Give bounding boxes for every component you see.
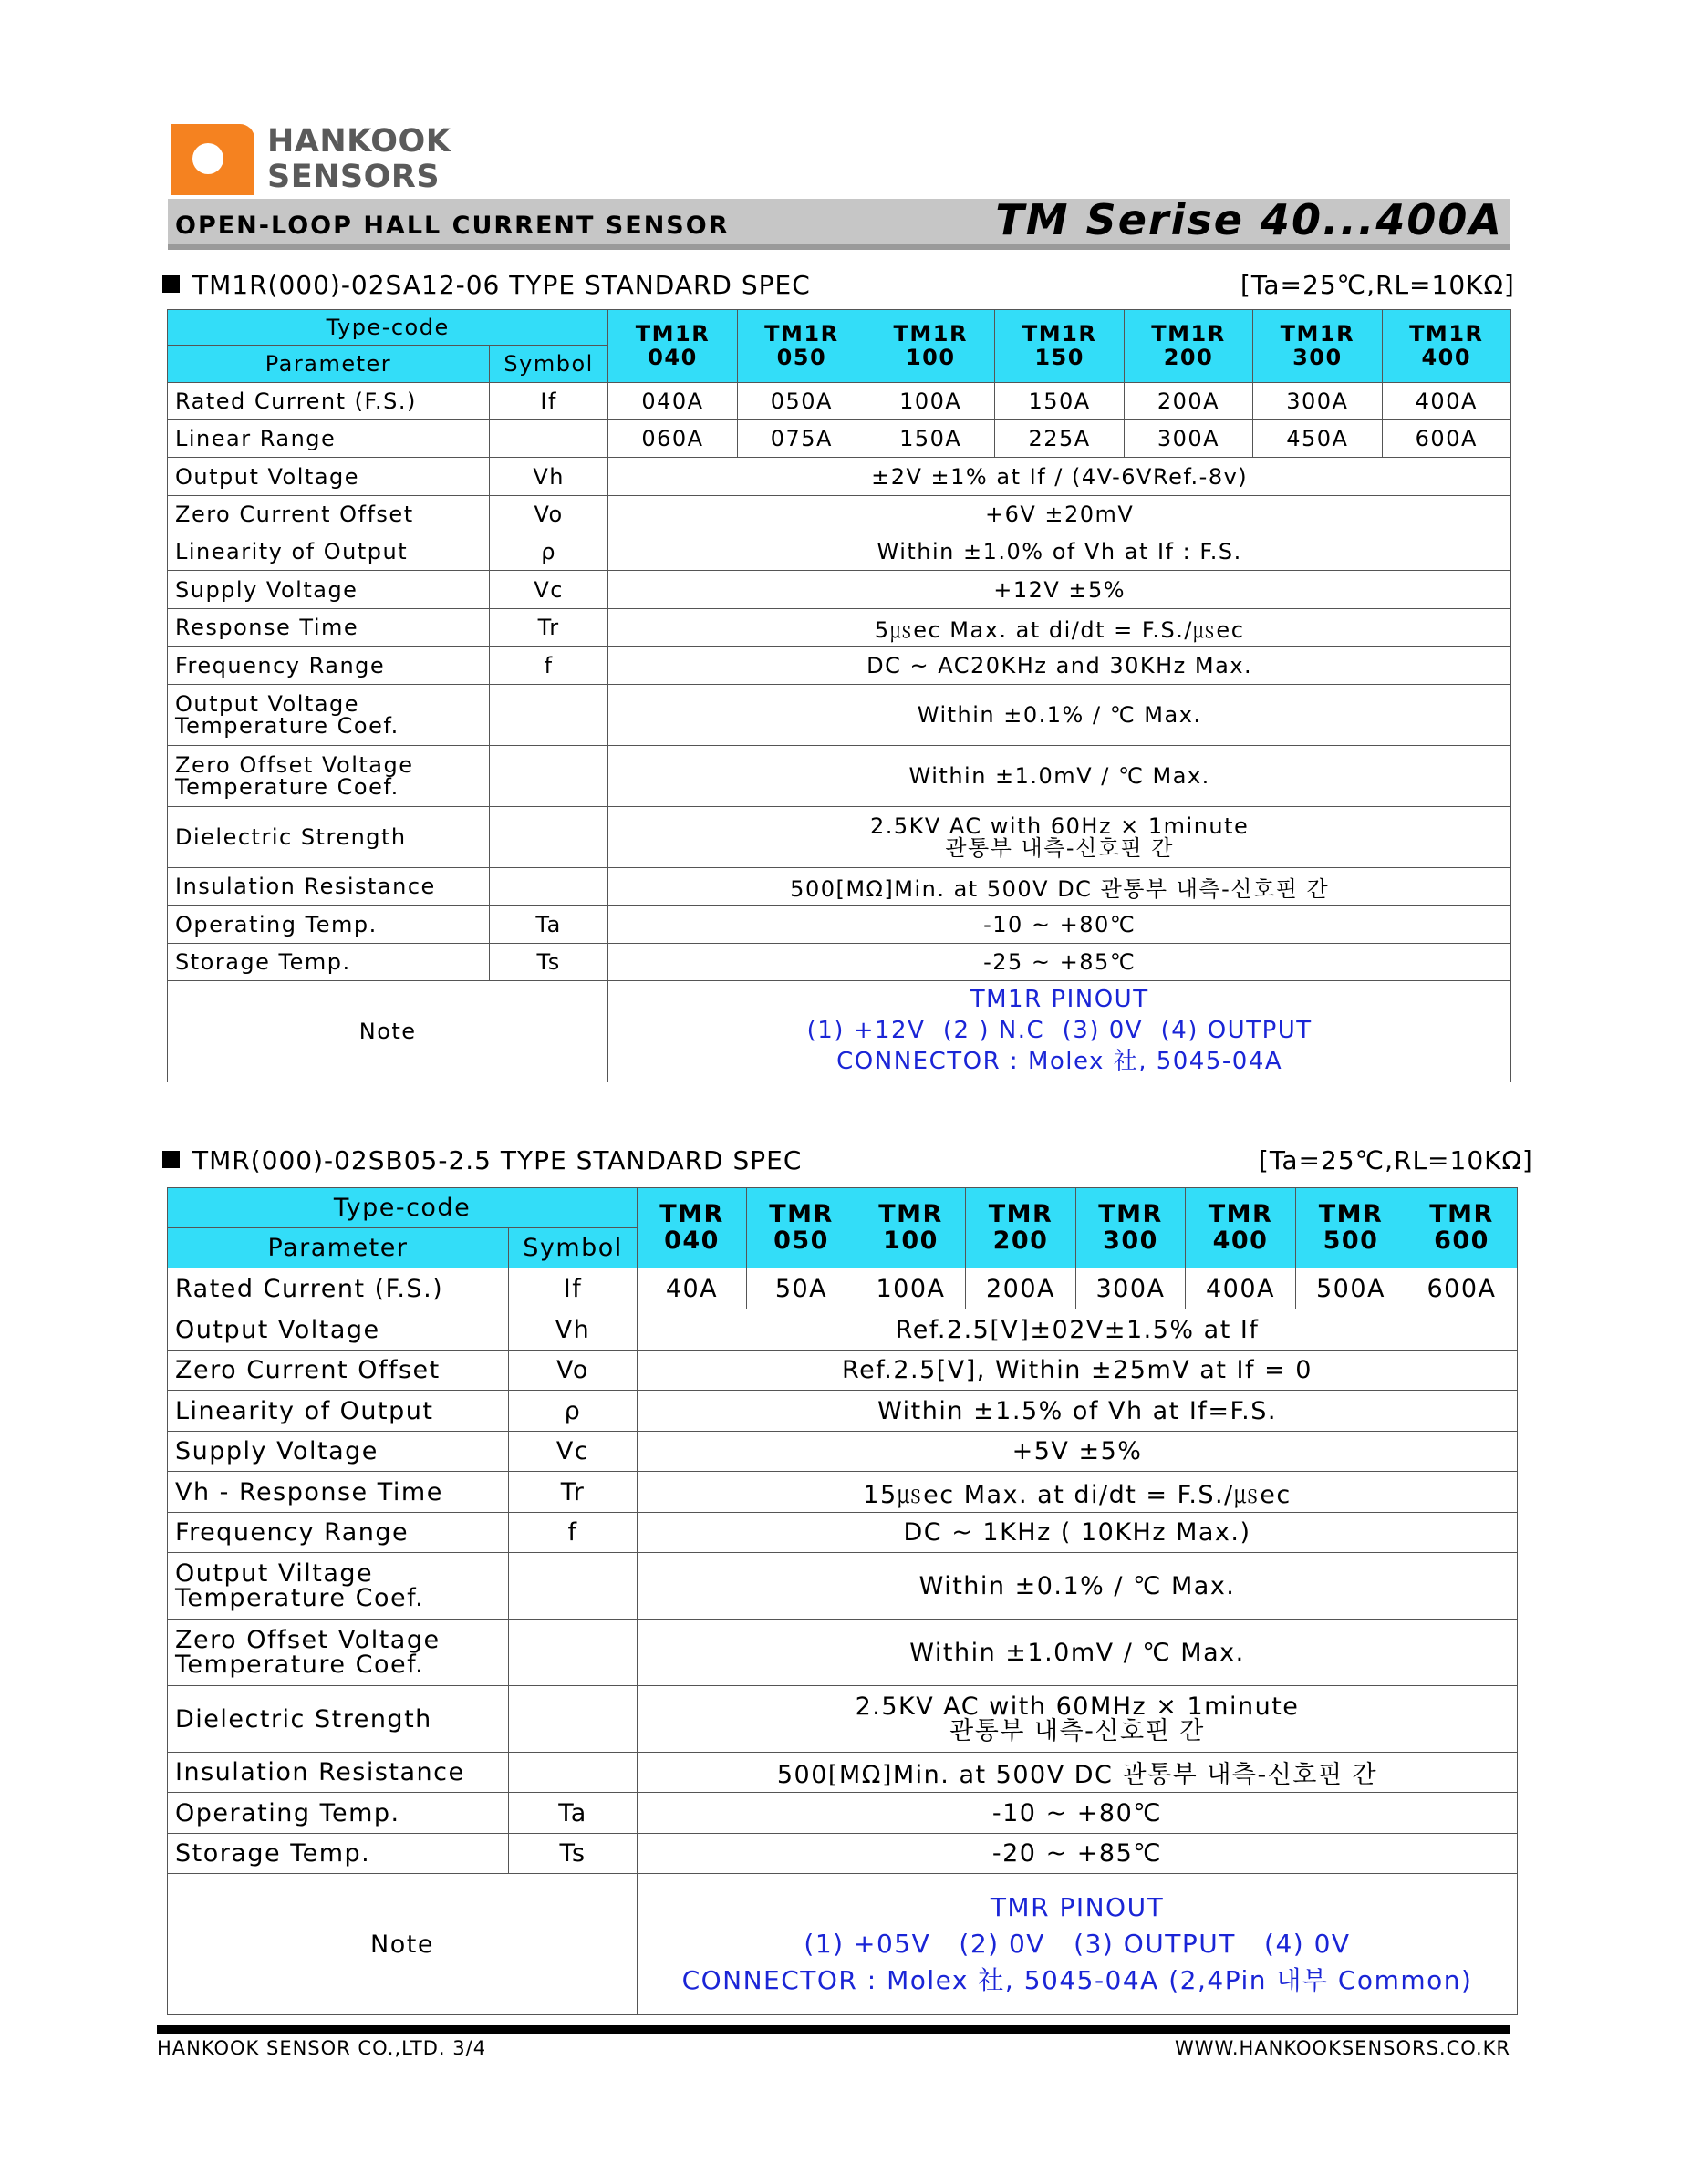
value-cell: Within ±1.0mV / ℃ Max.	[608, 746, 1511, 807]
table-row	[168, 1268, 1518, 1309]
value-cell: 2.5KV AC with 60Hz × 1minute 관통부 내측-신호핀 간	[608, 807, 1511, 868]
note-label: Note	[168, 981, 608, 1082]
bullet-square-icon	[162, 275, 180, 293]
value-cell: 600A	[1406, 1268, 1518, 1309]
param-cell: Zero Current Offset	[168, 1351, 509, 1391]
table-row	[168, 746, 1511, 807]
note-row	[168, 981, 1511, 1082]
value-cell: 50A	[747, 1268, 856, 1309]
bullet-square-icon	[162, 1151, 180, 1168]
value-cell: 225A	[995, 420, 1124, 458]
table-row	[168, 420, 1511, 458]
model-header: TM1R 040	[608, 310, 737, 383]
symbol-cell: ρ	[509, 1391, 638, 1432]
model-header: TMR 600	[1406, 1188, 1518, 1268]
param-cell: Rated Current (F.S.)	[168, 1268, 509, 1309]
param-cell: Zero Offset Voltage Temperature Coef.	[168, 746, 490, 807]
value-cell: 300A	[1076, 1268, 1186, 1309]
symbol-cell: Ts	[509, 1834, 638, 1874]
table-row	[168, 1432, 1518, 1472]
header-bar	[168, 195, 1510, 250]
param-cell: Operating Temp.	[168, 1793, 509, 1834]
table-row	[168, 1793, 1518, 1834]
table-row	[168, 609, 1511, 647]
value-cell: Ref.2.5[V]±02V±1.5% at If	[638, 1309, 1518, 1351]
value-cell: 100A	[866, 383, 995, 420]
value-cell: -10 ~ +80℃	[638, 1793, 1518, 1834]
table-row	[168, 807, 1511, 868]
value-cell: Ref.2.5[V], Within ±25mV at If = 0	[638, 1351, 1518, 1391]
type-code-label: Type-code	[168, 310, 608, 346]
type-code-label: Type-code	[168, 1188, 638, 1228]
footer-website: WWW.HANKOOKSENSORS.CO.KR	[1174, 2037, 1510, 2059]
param-cell: Insulation Resistance	[168, 868, 490, 906]
value-cell: Within ±1.5% of Vh at If=F.S.	[638, 1391, 1518, 1432]
symbol-cell: Vh	[509, 1309, 638, 1351]
value-cell: 075A	[737, 420, 866, 458]
param-cell: Storage Temp.	[168, 944, 490, 981]
note-content	[608, 981, 1511, 1082]
parameter-label: Parameter	[168, 346, 490, 383]
logo-text	[267, 124, 451, 195]
header-subtitle: OPEN-LOOP HALL CURRENT SENSOR	[175, 212, 730, 240]
param-cell: Supply Voltage	[168, 1432, 509, 1472]
model-header: TMR 050	[747, 1188, 856, 1268]
parameter-label: Parameter	[168, 1228, 509, 1268]
value-cell: 200A	[966, 1268, 1076, 1309]
value-cell: 450A	[1253, 420, 1382, 458]
value-cell: 15㎲ec Max. at di/dt = F.S./㎲ec	[638, 1472, 1518, 1513]
symbol-cell	[489, 420, 607, 458]
symbol-cell: Ta	[489, 906, 607, 944]
symbol-cell	[489, 868, 607, 906]
param-cell: Frequency Range	[168, 1513, 509, 1553]
table-row	[168, 1309, 1518, 1351]
param-cell: Linear Range	[168, 420, 490, 458]
symbol-cell: If	[509, 1268, 638, 1309]
symbol-cell	[509, 1753, 638, 1793]
value-cell: 500A	[1296, 1268, 1406, 1309]
param-cell: Rated Current (F.S.)	[168, 383, 490, 420]
param-cell: Operating Temp.	[168, 906, 490, 944]
symbol-cell	[509, 1620, 638, 1686]
table-row	[168, 496, 1511, 533]
value-cell: Within ±1.0% of Vh at If : F.S.	[608, 533, 1511, 571]
table-row	[168, 1391, 1518, 1432]
value-cell: Within ±0.1% / ℃ Max.	[638, 1553, 1518, 1620]
note-line-3: CONNECTOR : Molex 社, 5045-04A	[836, 1047, 1283, 1075]
param-cell: Insulation Resistance	[168, 1753, 509, 1793]
table-row	[168, 1834, 1518, 1874]
param-cell: Linearity of Output	[168, 533, 490, 571]
param-cell: Zero Offset Voltage Temperature Coef.	[168, 1620, 509, 1686]
value-cell: 400A	[1186, 1268, 1296, 1309]
symbol-cell: Vh	[489, 458, 607, 496]
value-cell: 600A	[1382, 420, 1510, 458]
param-cell: Output Voltage Temperature Coef.	[168, 685, 490, 746]
value-cell: 060A	[608, 420, 737, 458]
table-row	[168, 906, 1511, 944]
symbol-cell: Vc	[489, 571, 607, 609]
table-row	[168, 1620, 1518, 1686]
value-cell: 300A	[1253, 383, 1382, 420]
value-cell: ±2V ±1% at If / (4V-6VRef.-8v)	[608, 458, 1511, 496]
header-title: TM Serise 40...400A	[995, 195, 1503, 244]
symbol-cell: Vc	[509, 1432, 638, 1472]
symbol-cell: f	[509, 1513, 638, 1553]
section1-title-wrap	[162, 270, 811, 300]
spec-table-tm1r	[167, 309, 1511, 1082]
value-cell: 400A	[1382, 383, 1510, 420]
value-cell: 200A	[1124, 383, 1252, 420]
param-cell: Vh - Response Time	[168, 1472, 509, 1513]
section1-condition: [Ta=25℃,RL=10KΩ]	[1240, 270, 1515, 300]
note-content	[638, 1874, 1518, 2015]
value-cell: -10 ~ +80℃	[608, 906, 1511, 944]
table-row	[168, 533, 1511, 571]
param-cell: Dielectric Strength	[168, 807, 490, 868]
model-header: TM1R 400	[1382, 310, 1510, 383]
value-cell: +5V ±5%	[638, 1432, 1518, 1472]
note-row	[168, 1874, 1518, 2015]
value-cell: 2.5KV AC with 60MHz × 1minute 관통부 내측-신호핀 간	[638, 1686, 1518, 1753]
model-header: TMR 300	[1076, 1188, 1186, 1268]
footer-company: HANKOOK SENSOR CO.,LTD. 3/4	[157, 2037, 487, 2059]
value-cell: 100A	[856, 1268, 966, 1309]
table-row	[168, 1351, 1518, 1391]
note-line-1: TM1R PINOUT	[970, 986, 1149, 1014]
value-cell: 40A	[638, 1268, 747, 1309]
symbol-cell: Tr	[489, 609, 607, 647]
param-cell: Zero Current Offset	[168, 496, 490, 533]
table-row	[168, 944, 1511, 981]
note-line-2: (1) +05V (2) 0V (3) OUTPUT (4) 0V	[804, 1929, 1351, 1960]
note-line-2: (1) +12V (2 ) N.C (3) 0V (4) OUTPUT	[806, 1017, 1313, 1045]
value-cell: 150A	[995, 383, 1124, 420]
symbol-cell: If	[489, 383, 607, 420]
note-line-3: CONNECTOR : Molex 社, 5045-04A (2,4Pin 내부 Common)	[681, 1964, 1473, 1995]
symbol-cell	[489, 807, 607, 868]
table-row	[168, 1472, 1518, 1513]
symbol-label: Symbol	[509, 1228, 638, 1268]
table-row	[168, 458, 1511, 496]
param-cell: Linearity of Output	[168, 1391, 509, 1432]
param-cell: Output Viltage Temperature Coef.	[168, 1553, 509, 1620]
section2-title: TMR(000)-02SB05-2.5 TYPE STANDARD SPEC	[192, 1145, 803, 1175]
model-header: TM1R 100	[866, 310, 995, 383]
logo-line-1: HANKOOK	[267, 123, 451, 160]
symbol-cell: ρ	[489, 533, 607, 571]
param-cell: Output Voltage	[168, 458, 490, 496]
value-cell: 500[MΩ]Min. at 500V DC 관통부 내측-신호핀 간	[638, 1753, 1518, 1793]
note-line-1: TMR PINOUT	[990, 1892, 1165, 1923]
symbol-cell	[509, 1553, 638, 1620]
param-cell: Dielectric Strength	[168, 1686, 509, 1753]
param-cell: Storage Temp.	[168, 1834, 509, 1874]
spec-table-tmr	[167, 1187, 1518, 2015]
model-header: TMR 040	[638, 1188, 747, 1268]
symbol-cell	[509, 1686, 638, 1753]
note-label: Note	[168, 1874, 638, 2015]
symbol-label: Symbol	[489, 346, 607, 383]
section1-title: TM1R(000)-02SA12-06 TYPE STANDARD SPEC	[192, 270, 811, 300]
table-row	[168, 868, 1511, 906]
symbol-cell: Ts	[489, 944, 607, 981]
table-row	[168, 1686, 1518, 1753]
symbol-cell: Vo	[509, 1351, 638, 1391]
value-cell: Within ±0.1% / ℃ Max.	[608, 685, 1511, 746]
value-cell: 500[MΩ]Min. at 500V DC 관통부 내측-신호핀 간	[608, 868, 1511, 906]
value-cell: -20 ~ +85℃	[638, 1834, 1518, 1874]
table-row	[168, 1513, 1518, 1553]
table-row	[168, 571, 1511, 609]
value-cell: +6V ±20mV	[608, 496, 1511, 533]
param-cell: Supply Voltage	[168, 571, 490, 609]
value-cell: -25 ~ +85℃	[608, 944, 1511, 981]
company-logo	[171, 123, 451, 195]
table-row	[168, 1753, 1518, 1793]
section2-title-wrap	[162, 1145, 802, 1175]
symbol-cell: Ta	[509, 1793, 638, 1834]
model-header: TMR 500	[1296, 1188, 1406, 1268]
model-header: TMR 400	[1186, 1188, 1296, 1268]
symbol-cell	[489, 746, 607, 807]
value-cell: DC ~ 1KHz ( 10KHz Max.)	[638, 1513, 1518, 1553]
param-cell: Frequency Range	[168, 647, 490, 685]
symbol-cell: f	[489, 647, 607, 685]
value-cell: 050A	[737, 383, 866, 420]
value-cell: 040A	[608, 383, 737, 420]
value-cell: +12V ±5%	[608, 571, 1511, 609]
value-cell: Within ±1.0mV / ℃ Max.	[638, 1620, 1518, 1686]
table-row	[168, 647, 1511, 685]
table-row	[168, 1553, 1518, 1620]
model-header: TM1R 150	[995, 310, 1124, 383]
model-header: TM1R 300	[1253, 310, 1382, 383]
model-header: TM1R 200	[1124, 310, 1252, 383]
param-cell: Output Voltage	[168, 1309, 509, 1351]
value-cell: 150A	[866, 420, 995, 458]
footer-divider	[157, 2025, 1510, 2034]
model-header: TMR 200	[966, 1188, 1076, 1268]
model-header: TM1R 050	[737, 310, 866, 383]
value-cell: DC ~ AC20KHz and 30KHz Max.	[608, 647, 1511, 685]
table-row	[168, 685, 1511, 746]
table-row	[168, 383, 1511, 420]
symbol-cell: Vo	[489, 496, 607, 533]
logo-mark-icon	[171, 124, 254, 195]
symbol-cell: Tr	[509, 1472, 638, 1513]
logo-line-2: SENSORS	[267, 159, 441, 195]
value-cell: 5㎲ec Max. at di/dt = F.S./㎲ec	[608, 609, 1511, 647]
model-header: TMR 100	[856, 1188, 966, 1268]
section2-condition: [Ta=25℃,RL=10KΩ]	[1259, 1145, 1533, 1175]
value-cell: 300A	[1124, 420, 1252, 458]
symbol-cell	[489, 685, 607, 746]
param-cell: Response Time	[168, 609, 490, 647]
